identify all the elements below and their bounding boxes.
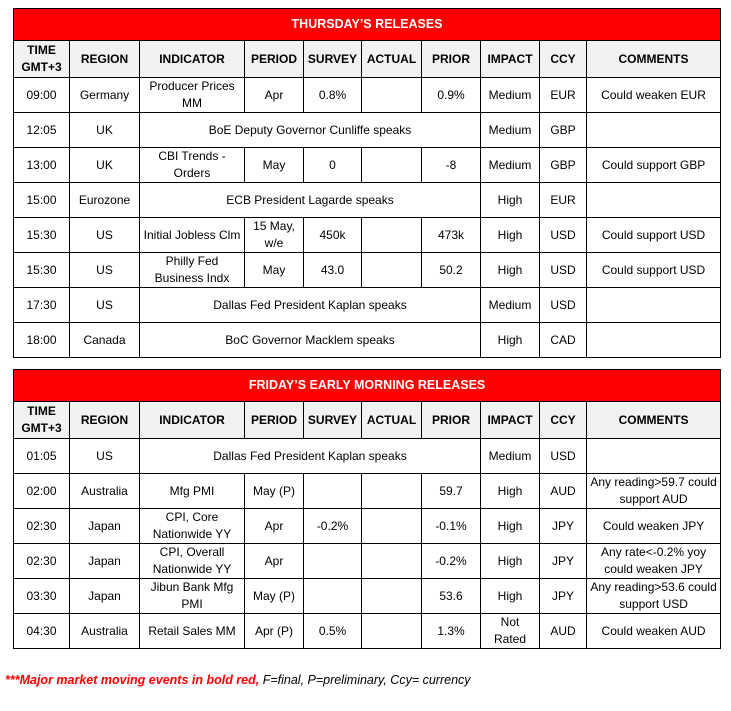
indicator-cell: Philly Fed Business Indx (140, 253, 245, 288)
region-cell: Japan (70, 579, 140, 614)
column-header: PRIOR (422, 41, 481, 78)
column-header: REGION (70, 402, 140, 439)
event-cell: Dallas Fed President Kaplan speaks (140, 288, 481, 323)
impact-cell: High (481, 183, 540, 218)
ccy-cell: USD (540, 288, 587, 323)
ccy-cell: EUR (540, 78, 587, 113)
survey-cell: 0 (304, 148, 362, 183)
ccy-cell: USD (540, 253, 587, 288)
column-header: COMMENTS (587, 41, 721, 78)
column-header: INDICATOR (140, 41, 245, 78)
region-cell: Australia (70, 614, 140, 649)
table-row (14, 253, 721, 288)
region-cell: Eurozone (70, 183, 140, 218)
period-cell: 15 May, w/e (245, 218, 304, 253)
impact-cell: Medium (481, 113, 540, 148)
ccy-cell: AUD (540, 474, 587, 509)
header-row (14, 402, 721, 439)
survey-cell: -0.2% (304, 509, 362, 544)
table-row (14, 579, 721, 614)
column-header: PRIOR (422, 402, 481, 439)
table-row (14, 439, 721, 474)
time-cell: 13:00 (14, 148, 70, 183)
actual-cell (362, 544, 422, 579)
thursday-releases-table (13, 8, 721, 358)
ccy-cell: JPY (540, 544, 587, 579)
table-row (14, 544, 721, 579)
region-cell: US (70, 288, 140, 323)
survey-cell (304, 579, 362, 614)
ccy-cell: USD (540, 218, 587, 253)
prior-cell: -8 (422, 148, 481, 183)
prior-cell: 53.6 (422, 579, 481, 614)
prior-cell: 473k (422, 218, 481, 253)
ccy-cell: AUD (540, 614, 587, 649)
indicator-cell: CPI, Core Nationwide YY (140, 509, 245, 544)
region-cell: UK (70, 113, 140, 148)
column-header: SURVEY (304, 41, 362, 78)
survey-cell (304, 544, 362, 579)
impact-cell: Not Rated (481, 614, 540, 649)
friday-releases-table (13, 369, 721, 649)
period-cell: May (P) (245, 474, 304, 509)
impact-cell: Medium (481, 78, 540, 113)
comments-cell (587, 288, 721, 323)
ccy-cell: USD (540, 439, 587, 474)
region-cell: Canada (70, 323, 140, 358)
region-cell: Germany (70, 78, 140, 113)
region-cell: Japan (70, 509, 140, 544)
comments-cell (587, 183, 721, 218)
event-cell: BoE Deputy Governor Cunliffe speaks (140, 113, 481, 148)
impact-cell: High (481, 218, 540, 253)
actual-cell (362, 218, 422, 253)
impact-cell: Medium (481, 288, 540, 323)
prior-cell: -0.1% (422, 509, 481, 544)
region-cell: UK (70, 148, 140, 183)
indicator-cell: Initial Jobless Clm (140, 218, 245, 253)
impact-cell: High (481, 579, 540, 614)
table-body (14, 439, 721, 649)
footnote-legend: F=final, P=preliminary, Ccy= currency (259, 673, 471, 687)
actual-cell (362, 509, 422, 544)
comments-cell: Could support USD (587, 253, 721, 288)
table-row (14, 288, 721, 323)
time-cell: 15:30 (14, 218, 70, 253)
table-body (14, 78, 721, 358)
survey-cell (304, 474, 362, 509)
time-cell: 01:05 (14, 439, 70, 474)
period-cell: May (245, 253, 304, 288)
column-header: ACTUAL (362, 402, 422, 439)
period-cell: May (245, 148, 304, 183)
survey-cell: 0.8% (304, 78, 362, 113)
event-cell: BoC Governor Macklem speaks (140, 323, 481, 358)
column-header: TIME GMT+3 (14, 402, 70, 439)
time-cell: 09:00 (14, 78, 70, 113)
column-header: SURVEY (304, 402, 362, 439)
prior-cell: 59.7 (422, 474, 481, 509)
indicator-cell: Retail Sales MM (140, 614, 245, 649)
table-row (14, 183, 721, 218)
table-row (14, 113, 721, 148)
column-header: REGION (70, 41, 140, 78)
impact-cell: High (481, 253, 540, 288)
ccy-cell: GBP (540, 113, 587, 148)
ccy-cell: JPY (540, 509, 587, 544)
comments-cell (587, 439, 721, 474)
actual-cell (362, 579, 422, 614)
event-cell: ECB President Lagarde speaks (140, 183, 481, 218)
column-header: TIME GMT+3 (14, 41, 70, 78)
indicator-cell: CPI, Overall Nationwide YY (140, 544, 245, 579)
comments-cell: Could weaken JPY (587, 509, 721, 544)
indicator-cell: Producer Prices MM (140, 78, 245, 113)
prior-cell: 0.9% (422, 78, 481, 113)
actual-cell (362, 474, 422, 509)
indicator-cell: Mfg PMI (140, 474, 245, 509)
region-cell: US (70, 439, 140, 474)
column-header: IMPACT (481, 402, 540, 439)
comments-cell (587, 323, 721, 358)
comments-cell (587, 113, 721, 148)
region-cell: Australia (70, 474, 140, 509)
impact-cell: High (481, 323, 540, 358)
time-cell: 03:30 (14, 579, 70, 614)
actual-cell (362, 614, 422, 649)
column-header: ACTUAL (362, 41, 422, 78)
time-cell: 15:00 (14, 183, 70, 218)
time-cell: 17:30 (14, 288, 70, 323)
table-row (14, 614, 721, 649)
column-header: INDICATOR (140, 402, 245, 439)
time-cell: 04:30 (14, 614, 70, 649)
survey-cell: 43.0 (304, 253, 362, 288)
comments-cell: Could support USD (587, 218, 721, 253)
event-cell: Dallas Fed President Kaplan speaks (140, 439, 481, 474)
column-header: IMPACT (481, 41, 540, 78)
impact-cell: Medium (481, 148, 540, 183)
ccy-cell: GBP (540, 148, 587, 183)
period-cell: Apr (P) (245, 614, 304, 649)
table-title: FRIDAY’S EARLY MORNING RELEASES (14, 370, 721, 402)
column-header: CCY (540, 402, 587, 439)
comments-cell: Could support GBP (587, 148, 721, 183)
column-header: PERIOD (245, 402, 304, 439)
period-cell: Apr (245, 509, 304, 544)
period-cell: Apr (245, 544, 304, 579)
time-cell: 12:05 (14, 113, 70, 148)
time-cell: 15:30 (14, 253, 70, 288)
time-cell: 02:30 (14, 509, 70, 544)
time-cell: 02:00 (14, 474, 70, 509)
prior-cell: 50.2 (422, 253, 481, 288)
time-cell: 18:00 (14, 323, 70, 358)
column-header: COMMENTS (587, 402, 721, 439)
table-row (14, 78, 721, 113)
footnote-highlight: ***Major market moving events in bold red, (5, 673, 260, 687)
impact-cell: Medium (481, 439, 540, 474)
impact-cell: High (481, 544, 540, 579)
survey-cell: 450k (304, 218, 362, 253)
time-cell: 02:30 (14, 544, 70, 579)
impact-cell: High (481, 509, 540, 544)
prior-cell: -0.2% (422, 544, 481, 579)
footnote (5, 673, 471, 687)
column-header: CCY (540, 41, 587, 78)
region-cell: US (70, 253, 140, 288)
ccy-cell: JPY (540, 579, 587, 614)
period-cell: May (P) (245, 579, 304, 614)
ccy-cell: CAD (540, 323, 587, 358)
table-row (14, 323, 721, 358)
region-cell: Japan (70, 544, 140, 579)
survey-cell: 0.5% (304, 614, 362, 649)
comments-cell: Could weaken AUD (587, 614, 721, 649)
comments-cell: Could weaken EUR (587, 78, 721, 113)
actual-cell (362, 78, 422, 113)
impact-cell: High (481, 474, 540, 509)
prior-cell: 1.3% (422, 614, 481, 649)
period-cell: Apr (245, 78, 304, 113)
comments-cell: Any reading>59.7 could support AUD (587, 474, 721, 509)
ccy-cell: EUR (540, 183, 587, 218)
header-row (14, 41, 721, 78)
column-header: PERIOD (245, 41, 304, 78)
comments-cell: Any reading>53.6 could support USD (587, 579, 721, 614)
table-row (14, 218, 721, 253)
table-row (14, 474, 721, 509)
table-row (14, 509, 721, 544)
region-cell: US (70, 218, 140, 253)
actual-cell (362, 253, 422, 288)
indicator-cell: CBI Trends - Orders (140, 148, 245, 183)
indicator-cell: Jibun Bank Mfg PMI (140, 579, 245, 614)
actual-cell (362, 148, 422, 183)
comments-cell: Any rate<-0.2% yoy could weaken JPY (587, 544, 721, 579)
table-title: THURSDAY’S RELEASES (14, 9, 721, 41)
table-row (14, 148, 721, 183)
